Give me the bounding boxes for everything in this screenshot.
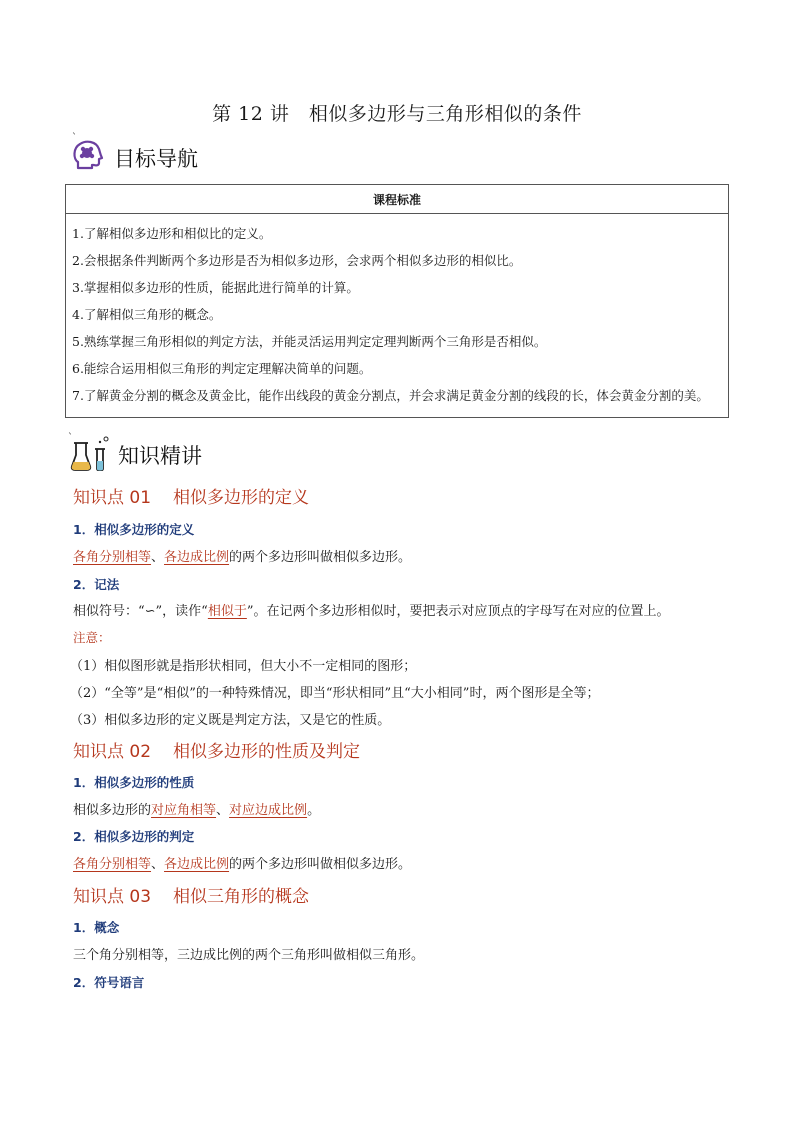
text-run: 的两个多边形叫做相似多边形。 <box>229 550 412 565</box>
table-body <box>66 214 729 418</box>
goal-item: 1.了解相似多边形和相似比的定义。 <box>72 226 272 241</box>
tick-mark: ` <box>68 433 73 444</box>
note-item: （2）“全等”是“相似”的一种特殊情况，即当“形状相同”且“大小相同”时，两个图形是全等； <box>70 686 600 701</box>
text-run: 相似多边形的 <box>73 803 152 818</box>
head-brain-icon <box>70 138 106 178</box>
goals-header <box>70 138 198 178</box>
kp-number: 知识点 02 <box>73 742 152 762</box>
note-item: （1）相似图形就是指形状相同，但大小不一定相同的图形； <box>70 659 417 674</box>
paragraph <box>73 600 670 619</box>
knowledge-point-heading <box>73 737 360 762</box>
subheading: 2．记法 <box>73 577 120 592</box>
underlined-term: 各边成比例 <box>164 857 230 872</box>
underlined-term: 对应边成比例 <box>229 803 308 818</box>
text-run: ”。在记两个多边形相似时，要把表示对应顶点的字母写在对应的位置上。 <box>246 604 670 619</box>
kp-title: 相似多边形的性质及判定 <box>173 742 361 762</box>
note-label: 注意： <box>73 630 111 645</box>
underlined-term: 各边成比例 <box>164 550 230 565</box>
subheading: 2．符号语言 <box>73 975 145 990</box>
goal-item: 6.能综合运用相似三角形的判定定理解决简单的问题。 <box>72 361 372 376</box>
text-run: 的两个多边形叫做相似多边形。 <box>229 857 412 872</box>
goals-heading: 目标导航 <box>114 147 198 171</box>
knowledge-heading: 知识精讲 <box>118 444 202 468</box>
subheading: 1．相似多边形的性质 <box>73 775 195 790</box>
goal-item: 2.会根据条件判断两个多边形是否为相似多边形，会求两个相似多边形的相似比。 <box>72 253 522 268</box>
subheading: 1．概念 <box>73 920 120 935</box>
course-standard-table <box>65 184 729 418</box>
underlined-term: 相似于 <box>207 604 247 619</box>
page-title: 第 12 讲 相似多边形与三角形相似的条件 <box>212 103 582 125</box>
underlined-term: 各角分别相等 <box>73 550 152 565</box>
goal-item: 5.熟练掌握三角形相似的判定方法，并能灵活运用判定定理判断两个三角形是否相似。 <box>72 334 547 349</box>
paragraph <box>73 853 411 872</box>
knowledge-header <box>70 435 202 475</box>
subheading: 1．相似多边形的定义 <box>73 522 195 537</box>
paragraph <box>73 799 320 818</box>
goal-item: 3.掌握相似多边形的性质，能据此进行简单的计算。 <box>72 280 359 295</box>
note-item: （3）相似多边形的定义既是判定方法，又是它的性质。 <box>70 713 391 728</box>
separator: 、 <box>151 550 165 565</box>
lab-flask-icon <box>70 435 110 475</box>
tick-mark: ` <box>72 133 77 144</box>
goal-item: 4.了解相似三角形的概念。 <box>72 307 222 322</box>
separator: 、 <box>216 803 230 818</box>
kp-title: 相似三角形的概念 <box>173 887 310 907</box>
paragraph <box>73 546 411 565</box>
paragraph: 三个角分别相等，三边成比例的两个三角形叫做相似三角形。 <box>73 948 425 963</box>
underlined-term: 各角分别相等 <box>73 857 152 872</box>
knowledge-point-heading <box>73 483 309 508</box>
text-run: 。 <box>307 803 321 818</box>
separator: 、 <box>151 857 165 872</box>
knowledge-point-heading <box>73 882 309 907</box>
underlined-term: 对应角相等 <box>151 803 217 818</box>
goal-item: 7.了解黄金分割的概念及黄金比，能作出线段的黄金分割点，并会求满足黄金分割的线段的长，体会黄金分割的美。 <box>72 388 709 403</box>
table-header: 课程标准 <box>66 185 729 214</box>
kp-title: 相似多边形的定义 <box>173 488 310 508</box>
kp-number: 知识点 01 <box>73 488 152 508</box>
subheading: 2．相似多边形的判定 <box>73 829 195 844</box>
text-run: 相似符号：“∽”，读作“ <box>73 604 208 619</box>
kp-number: 知识点 03 <box>73 887 152 907</box>
